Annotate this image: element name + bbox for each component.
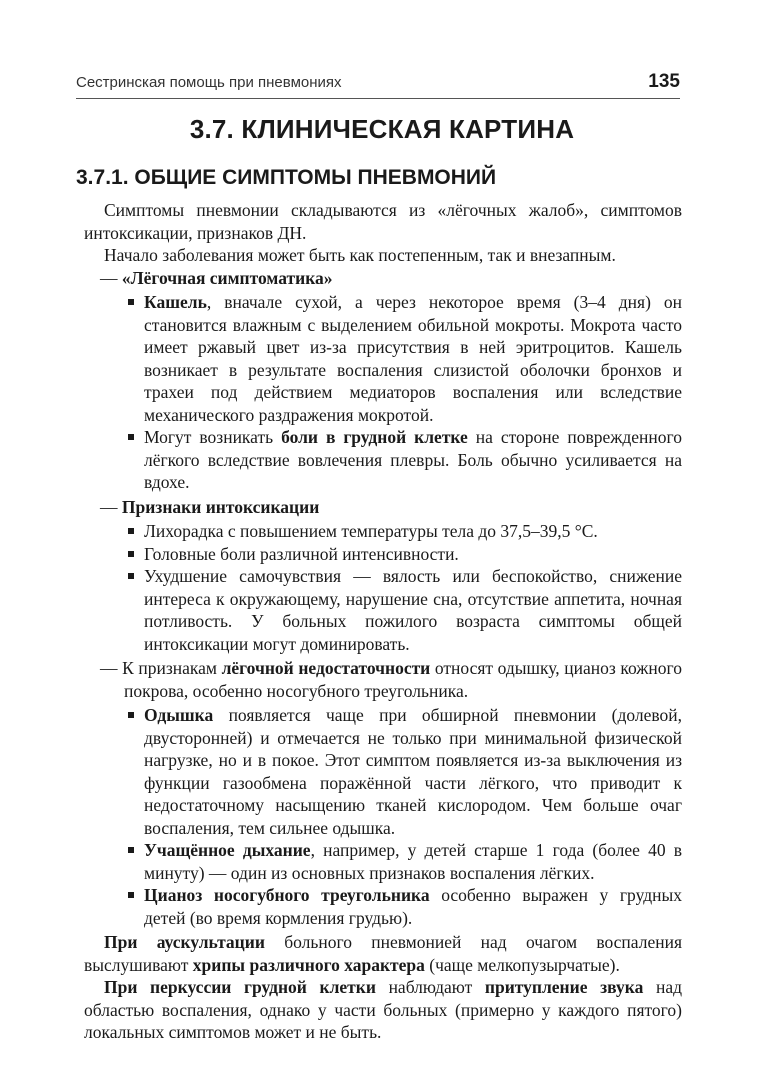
bold-term: Одышка (144, 705, 214, 725)
text-run: Головные боли различной интенсивности. (144, 543, 459, 564)
intro-paragraph: Симптомы пневмонии складываются из «лёгочных жалоб», симптомов интоксикации, признаков ДН. (84, 200, 682, 243)
text-run: , вначале сухой, а через некоторое время (3–4 дня) он становится влажным с выделением обильной мокроты. Мокрота часто имеет ржавый цвет из-за присутствия в ней эритроцитов. Кашель возникает в результате воспаления слизистой оболочки бронхов и трахеи под действием медиаторов воспаления или вследствие механического раздражения мокротой. (144, 292, 682, 425)
bullet-list (84, 520, 682, 655)
running-header (76, 68, 680, 99)
text-run: особенно выражен у грудных детей (во время кормления грудью). (144, 885, 682, 928)
text-run: Лихорадка с повышением температуры тела до 37,5–39,5 °С. (144, 521, 598, 541)
symptom-groups (84, 267, 682, 930)
square-bullet-icon (128, 299, 134, 305)
square-bullet-icon (128, 528, 134, 534)
bullet-list (84, 291, 682, 494)
bullet-item (84, 704, 682, 839)
text-run: Ухудшение самочувствия — вялость или беспокойство, снижение интереса к окружающему, нарушение сна, отсутствие аппетита, ночная потливость. У больных пожилого возраста симптомы общей интоксикации могут доминировать. (144, 566, 682, 654)
body-text (84, 199, 682, 1044)
closing-paragraphs (84, 931, 682, 1044)
bold-term: лёгочной недостаточности (221, 658, 431, 678)
bullet-item (84, 543, 682, 566)
closing-paragraph (84, 976, 682, 1044)
running-title: Сестринская помощь при пневмониях (76, 74, 342, 91)
square-bullet-icon (128, 712, 134, 718)
text-run: наблюдают (375, 977, 485, 997)
intro-paragraph: Начало заболевания может быть как постепенным, так и внезапным. (104, 245, 616, 265)
square-bullet-icon (128, 573, 134, 579)
bullet-item (84, 839, 682, 884)
bold-term: При аускультации (104, 932, 265, 952)
bold-term: Цианоз носогубного треугольника (144, 885, 430, 905)
bullet-list (84, 704, 682, 929)
page-number: 135 (648, 71, 680, 92)
text-run: Могут возникать (144, 427, 282, 447)
square-bullet-icon (128, 434, 134, 440)
text-run: относят одышку, цианоз кожного покрова, особенно носогубного треугольника. (124, 658, 682, 701)
text-run: больного пневмонией над очагом воспаления выслушивают (84, 932, 682, 975)
text-run: — (100, 496, 122, 517)
text-run: , например, у детей старше 1 года (более 40 в минуту) — один из основных признаков воспаления лёгких. (144, 840, 683, 883)
text-run: — К признакам (100, 658, 222, 678)
text-run: появляется чаще при обширной пневмонии (долевой, двусторонней) и отмечается не только при минимальной физической нагрузке, но и в покое. Этот симптом появляется из-за выключения из функции газообмена поражённой части лёгкого, что приводит к недостаточному насыщению тканей кислородом. Чем больше очаг воспаления, тем сильнее одышка. (144, 705, 682, 838)
bold-term: боли в грудной клетке (281, 427, 468, 447)
text-run: над областью воспаления, однако у части больных (примерно у каждого пятого) локальных симптомов может и не быть. (84, 977, 682, 1042)
bullet-item (84, 884, 682, 929)
chapter-title: 3.7. КЛИНИЧЕСКАЯ КАРТИНА (189, 114, 575, 144)
square-bullet-icon (128, 847, 134, 853)
bullet-item (84, 520, 682, 543)
bold-term: Признаки интоксикации (121, 496, 320, 517)
bold-term: Учащённое дыхание (144, 840, 311, 860)
text-run: на стороне поврежденного лёгкого вследствие вовлечения плевры. Боль обычно усиливается на вдохе. (144, 427, 682, 492)
square-bullet-icon (128, 551, 134, 557)
dash-list-item (84, 657, 682, 702)
square-bullet-icon (128, 892, 134, 898)
bold-term: Кашель (144, 292, 207, 312)
bold-term: «Лёгочная симптоматика» (121, 267, 333, 288)
section-title: 3.7.1. ОБЩИЕ СИМПТОМЫ ПНЕВМОНИЙ (76, 166, 497, 189)
dash-list-item (84, 267, 682, 290)
bold-term: При перкуссии грудной клетки (104, 977, 376, 997)
dash-list-item (84, 496, 682, 519)
text-run: — (100, 267, 122, 288)
bold-term: хрипы различного характера (192, 954, 425, 975)
bullet-item (84, 565, 682, 655)
bullet-item (84, 426, 682, 494)
bullet-item (84, 291, 682, 426)
bold-term: притупление звука (484, 977, 644, 997)
text-run: (чаще мелкопузырчатые). (424, 954, 620, 975)
closing-paragraph (84, 931, 682, 976)
